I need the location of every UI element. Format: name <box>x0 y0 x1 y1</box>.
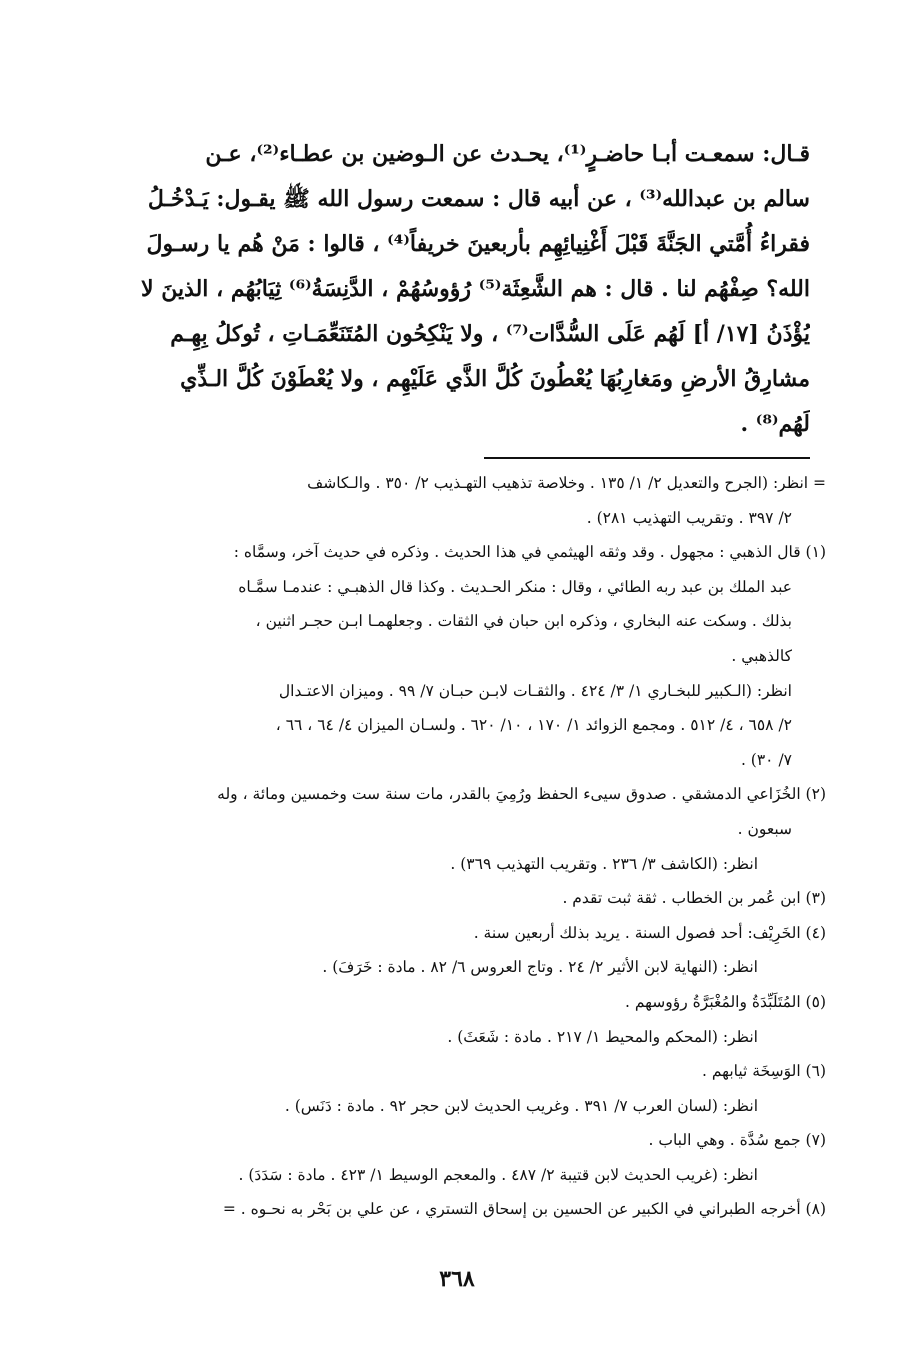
footnote-line: ٧/ ٣٠) . <box>740 750 792 769</box>
footnote-line: (٦) الوَسِخَة ثيابهم . <box>702 1062 826 1081</box>
hadith-line: الله؟ صِفْهُم لنا . قال : هم الشَّعِثَة⁽⁵⁾ رُؤوسُهُمْ ، الدَّنِسَةُ⁽⁶⁾ ثِيَابُهُم ، الذينَ لا <box>140 276 810 302</box>
footnote-line: انظر: (لسان العرب ٧/ ٣٩١ . وغريب الحديث لابن حجر ٩٢ . مادة : دَنَس) . <box>284 1096 758 1115</box>
hadith-line: سالم بن عبدالله⁽³⁾ ، عن أبيه قال : سمعت رسول الله ﷺ يقـول: يَـدْخُـلُ <box>147 186 810 212</box>
footnote-line: ٢/ ٦٥٨ ، ٤/ ٥١٢ . ومجمع الزوائد ١/ ١٧٠ ، ١٠/ ٦٢٠ . ولسـان الميزان ٤/ ٦٤ ، ٦٦ ، <box>275 716 792 735</box>
footnotes <box>100 466 826 1227</box>
hadith-line: فقراءُ أُمَّتي الجَنَّةَ قَبْلَ أَغْنِيائِهِم بأربعينَ خريفاً⁽⁴⁾ ، قالوا : مَنْ هُم يا رسـولَ <box>146 231 810 257</box>
footnote-line: (٤) الخَرِيْف: أحد فصول السنة . يريد بذلك أربعين سنة . <box>473 923 826 942</box>
footnote-line: (٨) أخرجه الطبراني في الكبير عن الحسين بن إسحاق التستري ، عن علي بن بَحْر به نحـوه . = <box>222 1200 826 1219</box>
footnote-line: عبد الملك بن عبد ربه الطائي ، وقال : منكر الحـديث . وكذا قال الذهبـي : عندمـا سمَّـاه <box>238 577 792 596</box>
footnote-line: انظر: (النهاية لابن الأثير ٢/ ٢٤ . وتاج العروس ٦/ ٨٢ . مادة : خَرَفَ) . <box>322 958 758 977</box>
footnote-line: سبعون . <box>737 819 792 838</box>
hadith-text <box>108 132 810 447</box>
hadith-line: لَهُم⁽⁸⁾ . <box>740 411 810 437</box>
footnote-line: انظر: (المحكم والمحيط ١/ ٢١٧ . مادة : شَعَثَ) . <box>447 1027 758 1046</box>
hadith-line: قـال: سمعـت أبـا حاضـرٍ⁽¹⁾، يحـدث عن الـوضين بن عطـاء⁽²⁾، عـن <box>205 141 810 167</box>
footnote-line: بذلك . وسكت عنه البخاري ، وذكره ابن حبان في الثقات . وجعلهمـا ابـن حجـر اثنين ، <box>255 612 792 631</box>
footnote-line: كالذهبي . <box>731 646 792 665</box>
footnote-separator <box>484 457 810 459</box>
hadith-line: يُؤْذَنُ [١٧/ أ] لَهُم عَلَى السُّدَّات⁽⁷⁾ ، ولا يَنْكِحُون المُتَنَعِّمَـاتِ ، تُوكلُ بِهِـم <box>170 321 810 347</box>
footnote-line: انظر: (الكاشف ٣/ ٢٣٦ . وتقريب التهذيب ٣٦٩) . <box>450 854 758 873</box>
footnote-line: ٢/ ٣٩٧ . وتقريب التهذيب ٢٨١) . <box>586 508 792 527</box>
footnote-line: انظر: (الـكبير للبخـاري ١/ ٣/ ٤٢٤ . والثقـات لابـن حبـان ٧/ ٩٩ . وميزان الاعتـدال <box>278 681 792 700</box>
footnote-line: (٥) المُتَلَبِّدَةُ والمُغْبَرَّةُ رؤوسهم . <box>624 992 826 1011</box>
footnote-line: (٣) ابن عُمر بن الخطاب . ثقة ثبت تقدم . <box>562 889 826 908</box>
footnote-line: (٧) جمع سُدَّة . وهي الباب . <box>648 1131 826 1150</box>
page-number: ٣٦٨ <box>439 1266 475 1292</box>
footnote-line: (٢) الخُزَاعي الدمشقي . صدوق سيىء الحفظ ورُمِيَ بالقدر، مات سنة ست وخمسين ومائة ، وله <box>217 785 826 804</box>
hadith-line: مشارِقُ الأرضِ ومَغارِبُهَا يُعْطُونَ كُلَّ الذَّي عَلَيْهِم ، ولا يُعْطَوْنَ كُلَّ الـذِّي <box>180 366 810 392</box>
footnote-line: = انظر: (الجرح والتعديل ٢/ ١/ ١٣٥ . وخلاصة تذهيب التهـذيب ٢/ ٣٥٠ . والـكاشف <box>307 474 826 492</box>
footnote-line: (١) قال الذهبي : مجهول . وقد وثقه الهيثمي في هذا الحديث . وذكره في حديث آخر، وسمَّاه : <box>233 543 826 562</box>
footnote-line: انظر: (غريب الحديث لابن قتيبة ٢/ ٤٨٧ . والمعجم الوسيط ١/ ٤٢٣ . مادة : سَدَدَ) . <box>238 1165 758 1184</box>
